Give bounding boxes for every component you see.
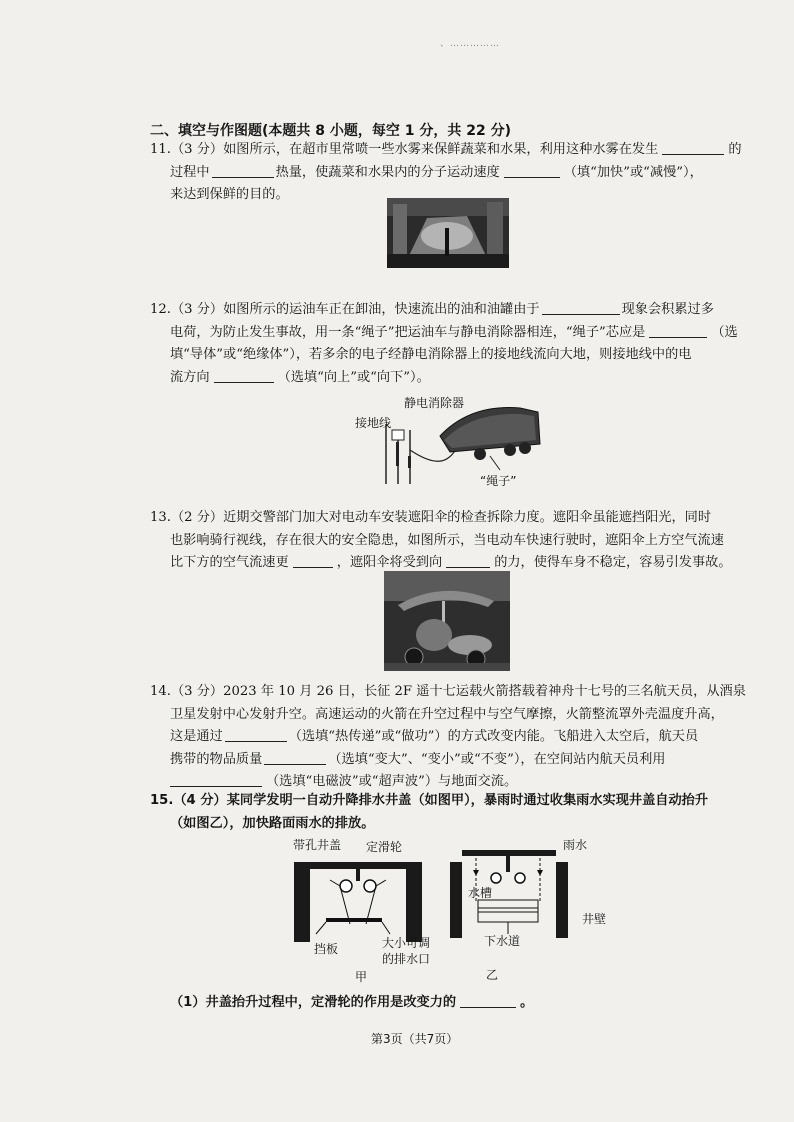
q14-text: 携带的物品质量	[170, 751, 263, 767]
q14-line-3	[150, 726, 740, 749]
mist-spray-image	[387, 198, 509, 268]
label-outlet-1: 大小可调	[382, 936, 431, 950]
q11-line-3: 来达到保鲜的目的。	[170, 187, 289, 202]
label-rain: 雨水	[563, 838, 588, 852]
q12-blank-1[interactable]	[542, 300, 620, 315]
question-13	[150, 507, 740, 575]
q12-text: 流方向	[170, 369, 210, 385]
q14-text: （选填“电磁波”或“超声波”）与地面交流。	[266, 774, 518, 789]
q14-line-4	[150, 749, 740, 772]
question-12	[150, 299, 740, 389]
q12-line-4	[150, 367, 740, 390]
label-fig-jia: 甲	[355, 970, 368, 984]
label-sewer: 下水道	[484, 934, 521, 948]
label-tank: 水槽	[468, 886, 493, 900]
q11-line-1	[150, 139, 740, 162]
label-outlet-2: 的排水口	[382, 952, 431, 966]
q13-blank-2[interactable]	[446, 553, 490, 568]
label-ground-wire: 接地线	[355, 416, 392, 430]
q15-sub-1-text: （1）井盖抬升过程中，定滑轮的作用是改变力的	[170, 995, 457, 1010]
label-fig-yi: 乙	[486, 968, 499, 982]
label-wall: 井壁	[582, 912, 607, 926]
q15-sub-1	[170, 992, 760, 1015]
q12-text: 电荷，为防止发生事故，用一条“绳子”把运油车与静电消除器相连，“绳子”芯应是	[170, 324, 646, 340]
q15-sub-1-line	[170, 992, 760, 1015]
label-cover: 带孔井盖	[293, 838, 342, 852]
q15-blank-1[interactable]	[460, 993, 516, 1008]
label-baffle: 挡板	[314, 942, 339, 956]
mist-spray-photo	[387, 198, 509, 268]
section-title: 二、填空与作图题(本题共 8 小题，每空 1 分，共 22 分)	[150, 123, 512, 139]
question-15	[150, 790, 740, 835]
q14-line-2: 卫星发射中心发射升空。高速运动的火箭在升空过程中与空气摩擦，火箭整流罩外壳温度升高，	[170, 706, 724, 722]
q14-blank-2[interactable]	[264, 750, 326, 765]
q13-line-2: 也影响骑行视线，存在很大的安全隐患，如图所示，当电动车快速行驶时，遮阳伞上方空气流速	[170, 532, 724, 548]
q11-text: 的	[728, 142, 742, 157]
label-pulley: 定滑轮	[366, 840, 403, 854]
page-footer: 第3页（共7页）	[371, 1032, 459, 1046]
q13-text: ，遮阳伞将受到向	[336, 555, 443, 570]
q14-blank-1[interactable]	[225, 727, 287, 742]
e-bike-umbrella-image	[384, 571, 510, 671]
label-static-eliminator: 静电消除器	[404, 396, 465, 410]
q12-line-1	[150, 299, 740, 322]
q12-line-2	[150, 322, 740, 345]
q14-text: （选填“热传递”或“做功”）的方式改变内能。飞船进入太空后，航天员	[288, 729, 699, 744]
q12-blank-3[interactable]	[214, 368, 274, 383]
q14-text: 这是通过	[170, 729, 223, 744]
q11-text: 热量，使蔬菜和水果内的分子运动速度	[275, 164, 500, 180]
q12-text: （选	[711, 324, 738, 340]
header-smudge: 、……………	[440, 39, 501, 49]
q12-text: （选填“向上”或“向下”）。	[277, 369, 430, 385]
q14-text: （选填“变大”、“变小”或“不变”），在空间站内航天员利用	[328, 751, 666, 767]
question-14	[150, 681, 746, 794]
label-rope: “绳子”	[480, 474, 517, 488]
q13-text: 的力，使得车身不稳定，容易引发事故。	[494, 555, 732, 570]
q11-line-2	[150, 162, 740, 185]
q11-blank-3[interactable]	[504, 163, 560, 178]
q15-sub-1-end: 。	[520, 995, 534, 1010]
q12-line-3: 填“导体”或“绝缘体”），若多余的电子经静电消除器上的接地线流向大地，则接地线中的电	[170, 347, 692, 362]
q14-blank-3[interactable]	[170, 772, 262, 787]
q15-line-1: 15.（4 分）某同学发明一自动升降排水井盖（如图甲），暴雨时通过收集雨水实现井盖自动抬升	[150, 793, 709, 808]
q13-blank-1[interactable]	[293, 553, 333, 568]
q14-line-1: 14.（3 分）2023 年 10 月 26 日，长征 2F 遥十七运载火箭搭载着神舟十七号的三名航天员，从酒泉	[150, 684, 746, 699]
question-11	[150, 139, 740, 207]
q11-text: （填“加快”或“减慢”），	[563, 164, 703, 180]
q11-text: 过程中	[170, 164, 210, 180]
q11-text: 11.（3 分）如图所示，在超市里常喷一些水雾来保鲜蔬菜和水果，利用这种水雾在发生	[150, 142, 659, 157]
q13-line-1: 13.（2 分）近期交警部门加大对电动车安装遮阳伞的检查拆除力度。遮阳伞虽能遮挡阳光，同时	[150, 510, 712, 525]
q12-text: 现象会积累过多	[621, 302, 714, 317]
q15-line-2: （如图乙），加快路面雨水的排放。	[170, 815, 375, 831]
q11-blank-1[interactable]	[662, 140, 724, 155]
q13-text: 比下方的空气流速更	[170, 555, 289, 570]
q12-text: 12.（3 分）如图所示的运油车正在卸油，快速流出的油和油罐由于	[150, 302, 540, 317]
e-bike-umbrella-photo	[384, 571, 510, 671]
q11-blank-2[interactable]	[212, 163, 274, 178]
q12-blank-2[interactable]	[649, 323, 707, 338]
